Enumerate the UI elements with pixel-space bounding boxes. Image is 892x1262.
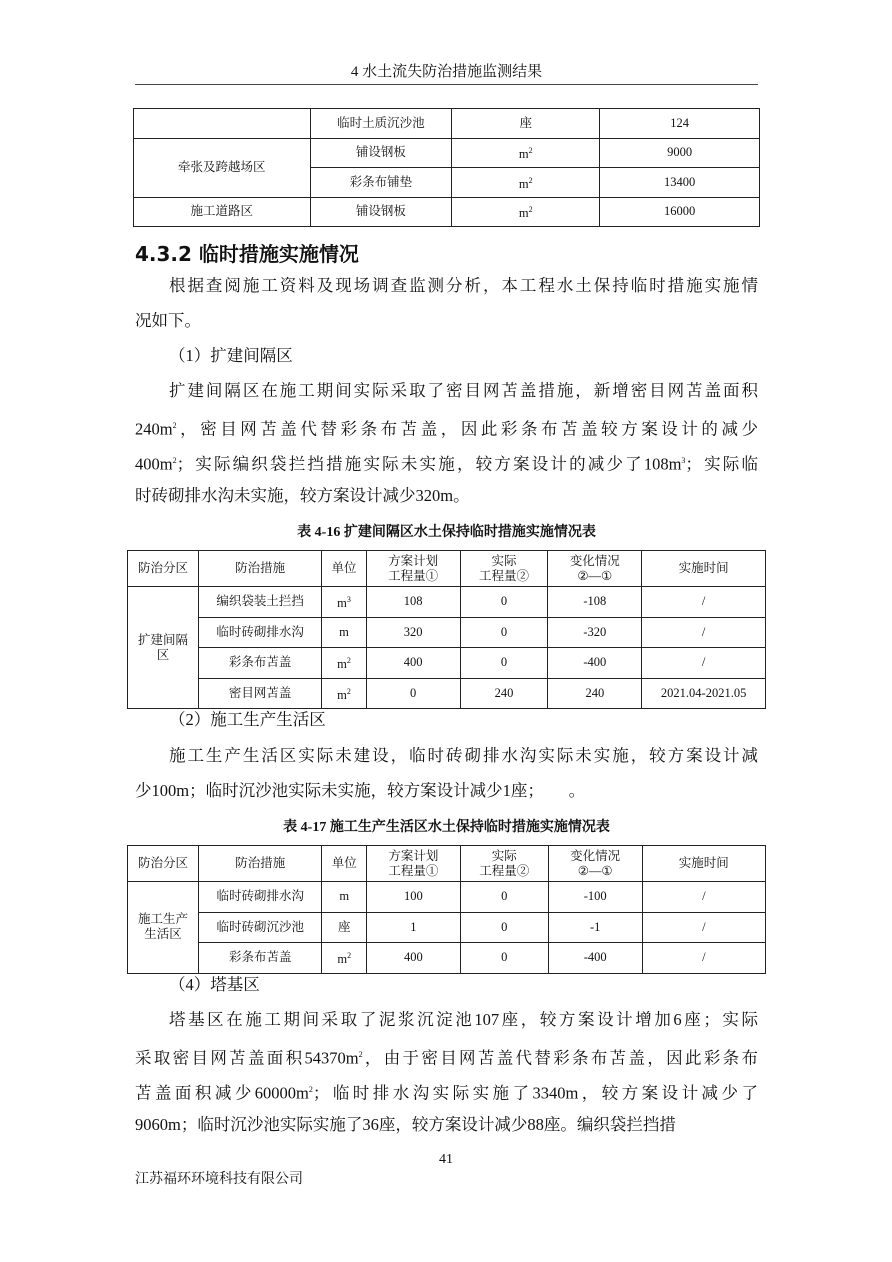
table-cell: $m^2$ bbox=[452, 138, 600, 168]
footer-company: 江苏福环环境科技有限公司 bbox=[135, 1172, 303, 1187]
table-row bbox=[134, 109, 760, 139]
table-4-17 bbox=[127, 845, 766, 974]
paragraph-line: $400m^2$；实际编织袋拦挡措施实际未实施，较方案设计的减少了$108m^3$；实际临 bbox=[135, 454, 758, 474]
table-cell: 铺设钢板 bbox=[310, 138, 452, 168]
table-cell: 100 bbox=[366, 882, 460, 913]
table-row bbox=[128, 648, 766, 679]
table-4-17-caption: 表 4-17 施工生产生活区水土保持临时措施实施情况表 bbox=[283, 820, 610, 835]
section-heading: 4.3.2 临时措施实施情况 bbox=[135, 242, 359, 266]
table-cell: $m^2$ bbox=[322, 678, 367, 709]
table-cell: 1 bbox=[366, 912, 460, 943]
table-cell: 临时砖砌沉沙池 bbox=[199, 912, 322, 943]
column-header: 变化情况 ②—① bbox=[548, 846, 642, 882]
paragraph-line: 况如下。 bbox=[135, 311, 201, 330]
table-cell: m bbox=[322, 617, 367, 648]
table-cell: 16000 bbox=[600, 197, 760, 227]
table-cell: m bbox=[322, 882, 367, 913]
table-cell: / bbox=[642, 587, 766, 618]
table-cell: 彩条布铺垫 bbox=[310, 168, 452, 198]
table-cell: 座 bbox=[322, 912, 367, 943]
subheading: （2）施工生产生活区 bbox=[169, 710, 326, 729]
table-cell: -100 bbox=[548, 882, 642, 913]
table-cell: 0 bbox=[460, 943, 548, 974]
paragraph-line: $240m^2$，密目网苫盖代替彩条布苫盖，因此彩条布苫盖较方案设计的减少 bbox=[135, 419, 758, 439]
table-cell: 0 bbox=[460, 912, 548, 943]
column-header: 防治分区 bbox=[128, 846, 199, 882]
table-header-row bbox=[128, 846, 766, 882]
zone-cell: 扩建间隔 区 bbox=[128, 587, 199, 709]
column-header: 防治分区 bbox=[128, 551, 199, 587]
table-cell: 400 bbox=[366, 648, 460, 679]
running-header: 4 水土流失防治措施监测结果 bbox=[350, 64, 543, 80]
subheading: （4）塔基区 bbox=[169, 975, 260, 994]
table-cell: 0 bbox=[460, 587, 548, 618]
table-cell: 铺设钢板 bbox=[310, 197, 452, 227]
page-number: 41 bbox=[439, 1152, 453, 1167]
table-cell: 0 bbox=[366, 678, 460, 709]
table-cell: 124 bbox=[600, 109, 760, 139]
subheading: （1）扩建间隔区 bbox=[169, 346, 293, 365]
table-row bbox=[134, 197, 760, 227]
column-header: 变化情况 ②—① bbox=[548, 551, 642, 587]
table-cell: / bbox=[642, 912, 765, 943]
column-header: 方案计划 工程量① bbox=[366, 551, 460, 587]
table-4-16-caption: 表 4-16 扩建间隔区水土保持临时措施实施情况表 bbox=[297, 525, 596, 540]
table-cell: 牵张及跨越场区 bbox=[134, 138, 311, 197]
table-row bbox=[128, 587, 766, 618]
table-cell: 施工道路区 bbox=[134, 197, 311, 227]
table-cell: 0 bbox=[460, 648, 548, 679]
table-row bbox=[128, 943, 766, 974]
table-cell: $m^2$ bbox=[322, 943, 367, 974]
table-row bbox=[134, 138, 760, 168]
column-header: 方案计划 工程量① bbox=[366, 846, 460, 882]
table-cell: 临时砖砌排水沟 bbox=[199, 617, 322, 648]
paragraph-line: 施工生产生活区实际未建设，临时砖砌排水沟实际未实施，较方案设计减 bbox=[169, 746, 758, 765]
paragraph-line: 采取密目网苫盖面积$54370m^2$，由于密目网苫盖代替彩条布苫盖，因此彩条布 bbox=[135, 1048, 758, 1068]
table-cell: 彩条布苫盖 bbox=[199, 648, 322, 679]
table-cell: 2021.04-2021.05 bbox=[642, 678, 766, 709]
table-header-row bbox=[128, 551, 766, 587]
column-header: 实施时间 bbox=[642, 846, 765, 882]
table-cell: / bbox=[642, 943, 765, 974]
table-cell bbox=[134, 109, 311, 139]
paragraph-line: 根据查阅施工资料及现场调查监测分析，本工程水土保持临时措施实施情 bbox=[169, 276, 758, 295]
table-cell: 240 bbox=[460, 678, 548, 709]
paragraph-line: 塔基区在施工期间采取了泥浆沉淀池107座，较方案设计增加6座；实际 bbox=[169, 1010, 758, 1029]
table-cell: -400 bbox=[548, 648, 642, 679]
table-cell: 108 bbox=[366, 587, 460, 618]
table-cell: 编织袋装土拦挡 bbox=[199, 587, 322, 618]
header-divider bbox=[135, 84, 758, 85]
table-cell: 密目网苫盖 bbox=[199, 678, 322, 709]
table-cell: / bbox=[642, 882, 765, 913]
table-cell: 9000 bbox=[600, 138, 760, 168]
table-cell: -108 bbox=[548, 587, 642, 618]
table-cell: 彩条布苫盖 bbox=[199, 943, 322, 974]
paragraph-line: 9060m；临时沉沙池实际实施了36座，较方案设计减少88座。编织袋拦挡措 bbox=[135, 1115, 676, 1134]
table-cell: 临时土质沉沙池 bbox=[310, 109, 452, 139]
column-header: 单位 bbox=[322, 551, 367, 587]
table-cell: 240 bbox=[548, 678, 642, 709]
table-row bbox=[128, 882, 766, 913]
table-cell: $m^2$ bbox=[452, 168, 600, 198]
paragraph-line: 时砖砌排水沟未实施，较方案设计减少320m。 bbox=[135, 486, 470, 505]
table-4-16 bbox=[127, 550, 766, 709]
table-cell: $m^2$ bbox=[322, 648, 367, 679]
paragraph-line: 扩建间隔区在施工期间实际采取了密目网苫盖措施，新增密目网苫盖面积 bbox=[169, 381, 758, 400]
table-cell: $m^2$ bbox=[452, 197, 600, 227]
paragraph-line: 少100m；临时沉沙池实际未实施，较方案设计减少1座； 。 bbox=[135, 781, 586, 800]
table-cell: -400 bbox=[548, 943, 642, 974]
table-cell: 临时砖砌排水沟 bbox=[199, 882, 322, 913]
table-cell: / bbox=[642, 617, 766, 648]
table-row bbox=[128, 617, 766, 648]
paragraph-line: 苫盖面积减少$60000m^2$；临时排水沟实际实施了3340m，较方案设计减少了 bbox=[135, 1083, 758, 1103]
table-cell: $m^3$ bbox=[322, 587, 367, 618]
column-header: 实际 工程量② bbox=[460, 551, 548, 587]
table-cell: 400 bbox=[366, 943, 460, 974]
column-header: 实施时间 bbox=[642, 551, 766, 587]
table-cell: 座 bbox=[452, 109, 600, 139]
table-cell: 13400 bbox=[600, 168, 760, 198]
table-cell: 0 bbox=[460, 882, 548, 913]
column-header: 单位 bbox=[322, 846, 367, 882]
previous-table-continuation bbox=[133, 108, 760, 227]
table-row bbox=[128, 678, 766, 709]
table-cell: / bbox=[642, 648, 766, 679]
table-cell: -320 bbox=[548, 617, 642, 648]
table-cell: -1 bbox=[548, 912, 642, 943]
table-cell: 320 bbox=[366, 617, 460, 648]
zone-cell: 施工生产 生活区 bbox=[128, 882, 199, 974]
table-row bbox=[128, 912, 766, 943]
column-header: 防治措施 bbox=[199, 551, 322, 587]
column-header: 实际 工程量② bbox=[460, 846, 548, 882]
column-header: 防治措施 bbox=[199, 846, 322, 882]
table-cell: 0 bbox=[460, 617, 548, 648]
